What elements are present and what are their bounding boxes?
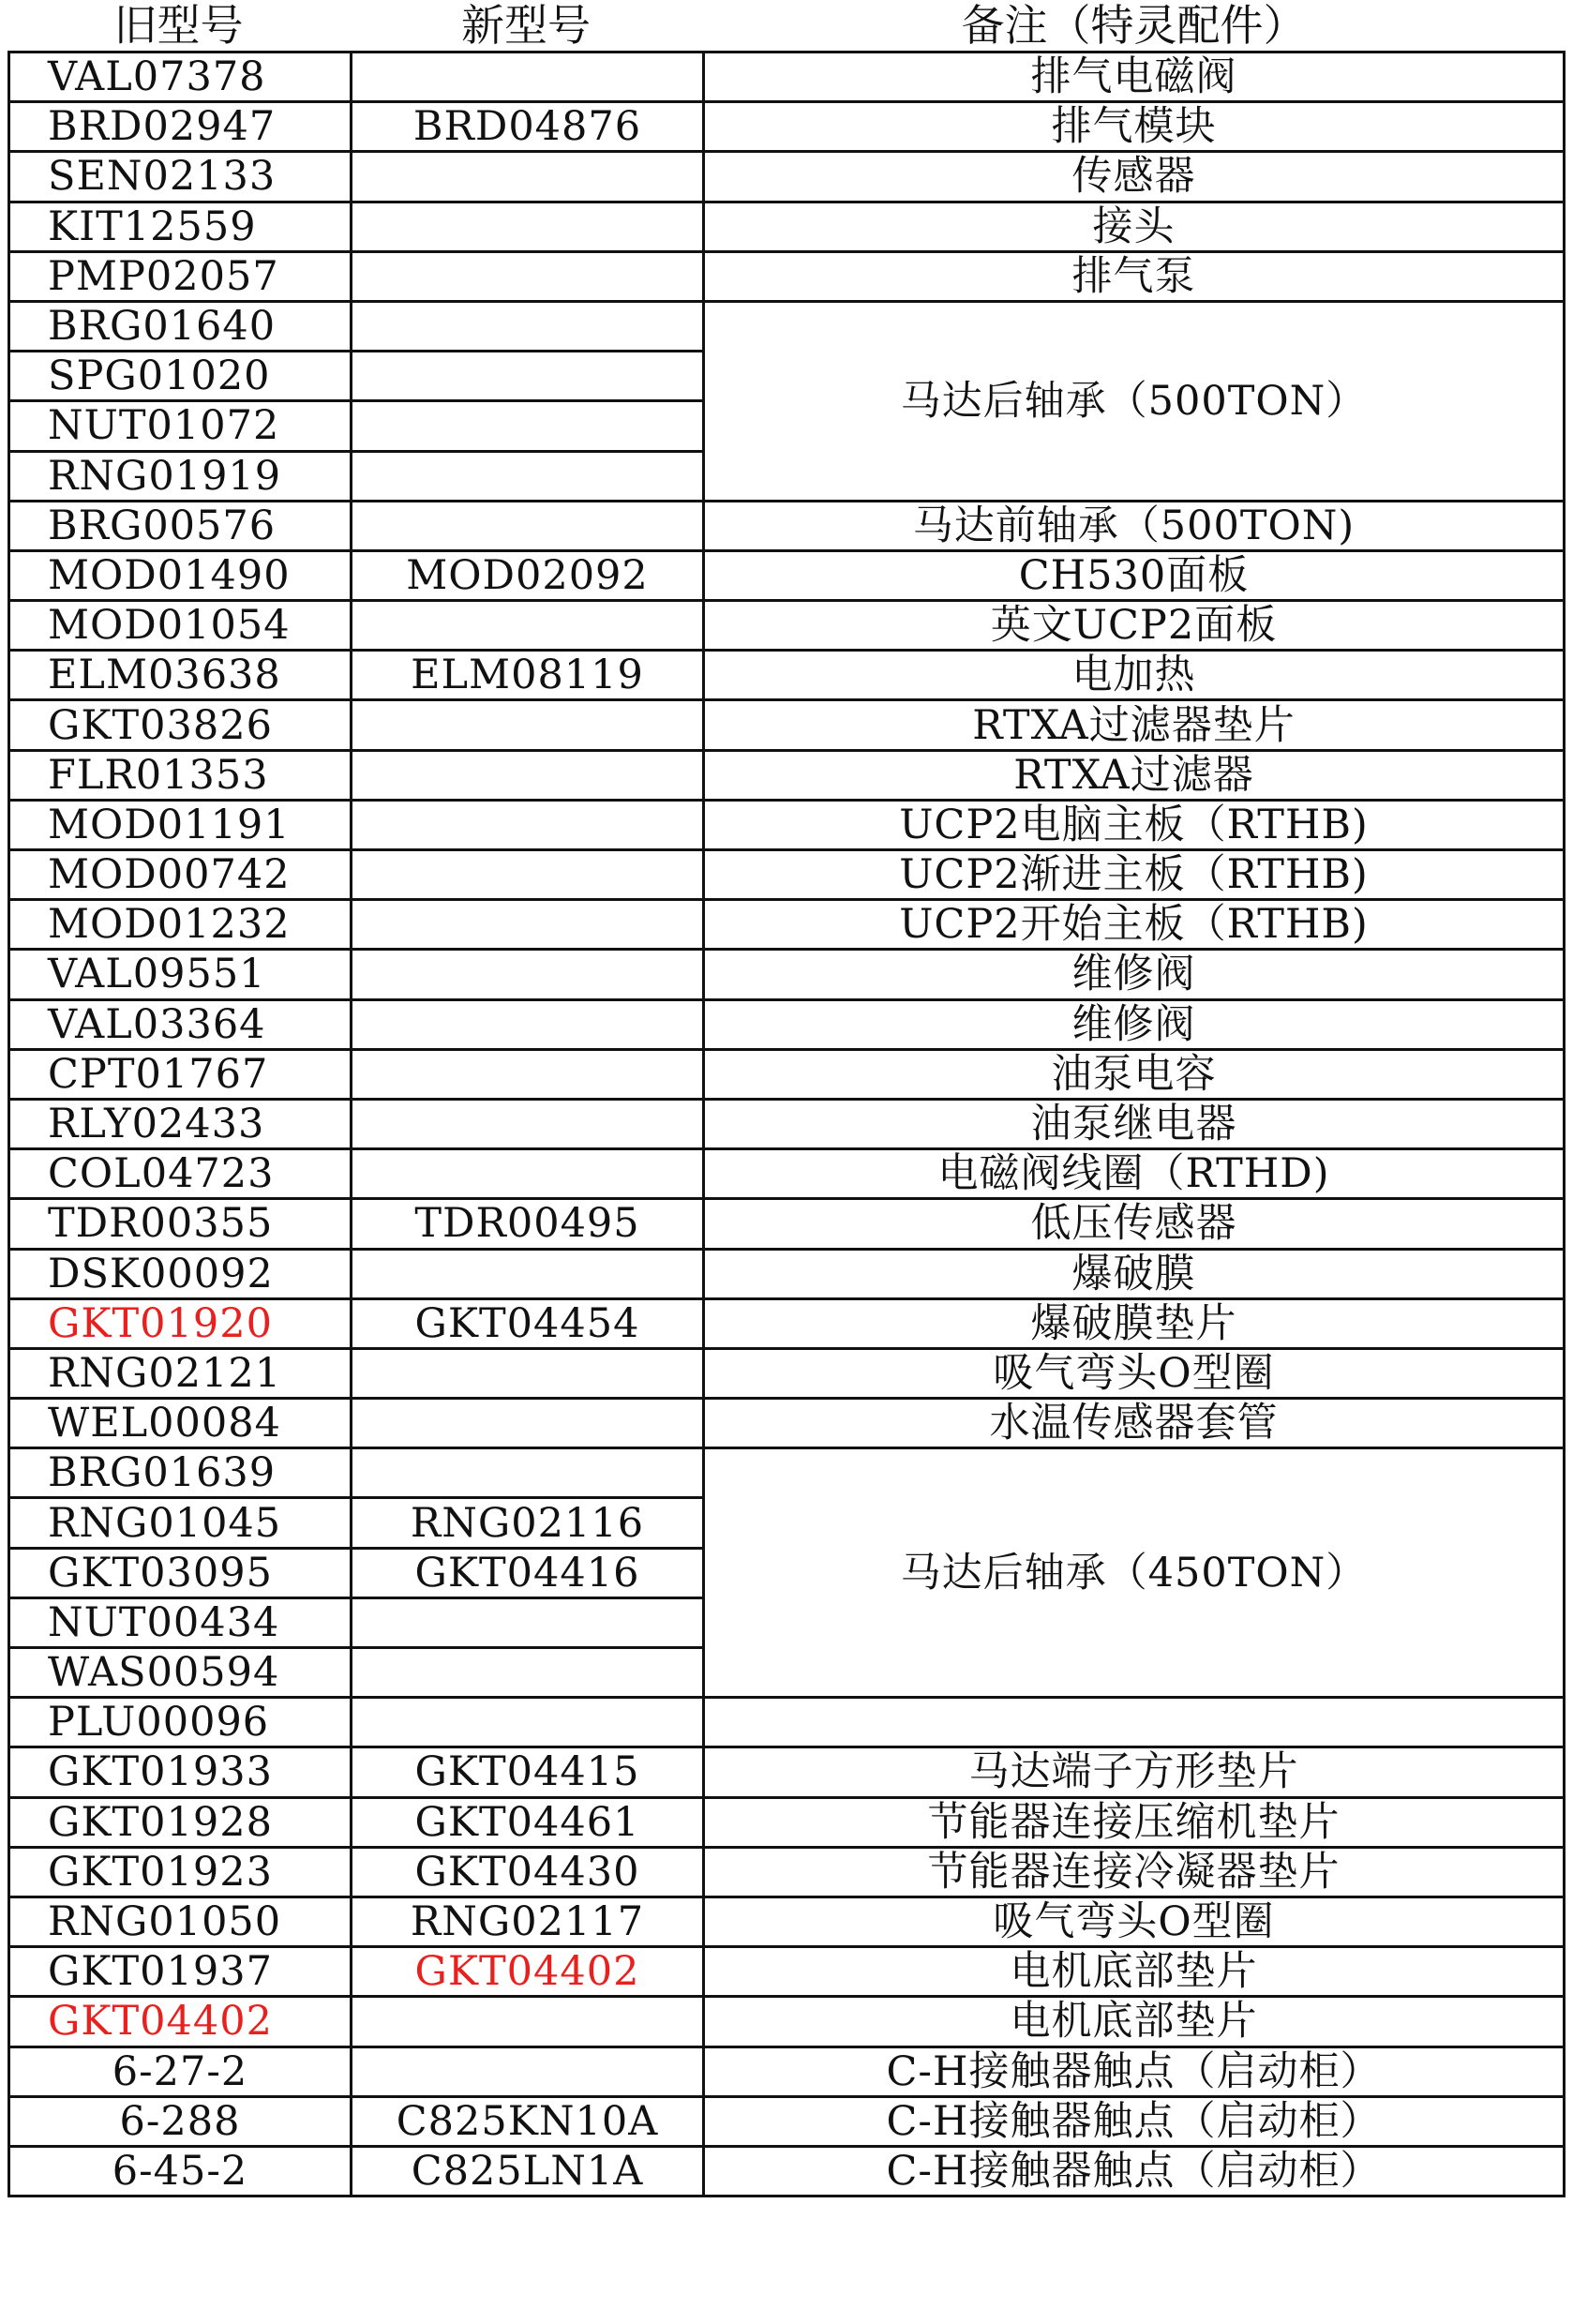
- table-row: [9, 1199, 1565, 1249]
- note-cell: 油泵电容: [704, 1049, 1565, 1099]
- old-model-cell: 6-27-2: [9, 2047, 352, 2096]
- header-old-model: 旧型号: [113, 0, 244, 51]
- new-model-cell: RNG02116: [352, 1498, 704, 1548]
- table-row: [9, 2146, 1565, 2196]
- old-model-cell: BRG01639: [9, 1448, 352, 1498]
- new-model-cell: [352, 2047, 704, 2096]
- note-cell: UCP2渐进主板（RTHB): [704, 850, 1565, 900]
- table-row: [9, 1348, 1565, 1398]
- old-model-cell: SEN02133: [9, 152, 352, 202]
- old-model-cell: VAL09551: [9, 950, 352, 999]
- table-row: [9, 301, 1565, 351]
- old-model-cell: BRG00576: [9, 501, 352, 550]
- note-cell: 接头: [704, 202, 1565, 251]
- new-model-cell: [352, 750, 704, 800]
- new-model-cell: GKT04430: [352, 1847, 704, 1897]
- new-model-cell: C825KN10A: [352, 2096, 704, 2146]
- note-cell-merged: 马达后轴承（500TON）: [704, 301, 1565, 501]
- note-cell: 电机底部垫片: [704, 1947, 1565, 1997]
- old-model-cell-highlighted: GKT04402: [9, 1997, 352, 2047]
- new-model-cell: [352, 1149, 704, 1199]
- table-row: [9, 2047, 1565, 2096]
- new-model-cell: [352, 1597, 704, 1647]
- note-cell: 电磁阀线圈（RTHD): [704, 1149, 1565, 1199]
- new-model-cell-highlighted: GKT04402: [352, 1947, 704, 1997]
- note-cell: 爆破膜: [704, 1249, 1565, 1298]
- table-row: [9, 1249, 1565, 1298]
- new-model-cell: [352, 501, 704, 550]
- new-model-cell: [352, 251, 704, 301]
- old-model-cell: PMP02057: [9, 251, 352, 301]
- table-row: [9, 1747, 1565, 1797]
- new-model-cell: [352, 52, 704, 102]
- note-cell: C-H接触器触点（启动柜）: [704, 2146, 1565, 2196]
- table-row: [9, 651, 1565, 700]
- table-header-row: [7, 0, 1573, 51]
- new-model-cell: [352, 1698, 704, 1747]
- new-model-cell: [352, 202, 704, 251]
- new-model-cell: GKT04416: [352, 1548, 704, 1597]
- note-cell: RTXA过滤器: [704, 750, 1565, 800]
- parts-table: [7, 51, 1566, 2197]
- new-model-cell: [352, 900, 704, 950]
- old-model-cell: GKT01937: [9, 1947, 352, 1997]
- old-model-cell: WAS00594: [9, 1648, 352, 1698]
- old-model-cell: BRD02947: [9, 102, 352, 152]
- old-model-cell: TDR00355: [9, 1199, 352, 1249]
- new-model-cell: [352, 950, 704, 999]
- note-cell: 排气泵: [704, 251, 1565, 301]
- note-cell: 排气电磁阀: [704, 52, 1565, 102]
- new-model-cell: [352, 451, 704, 501]
- table-row: [9, 900, 1565, 950]
- old-model-cell: RNG01919: [9, 451, 352, 501]
- new-model-cell: [352, 700, 704, 750]
- old-model-cell: NUT01072: [9, 401, 352, 451]
- new-model-cell: [352, 1997, 704, 2047]
- old-model-cell: WEL00084: [9, 1399, 352, 1448]
- old-model-cell: KIT12559: [9, 202, 352, 251]
- note-cell: [704, 1698, 1565, 1747]
- old-model-cell: GKT03826: [9, 700, 352, 750]
- new-model-cell: [352, 1348, 704, 1398]
- new-model-cell: [352, 152, 704, 202]
- old-model-cell: GKT03095: [9, 1548, 352, 1597]
- note-cell: 传感器: [704, 152, 1565, 202]
- old-model-cell: VAL03364: [9, 999, 352, 1049]
- new-model-cell: GKT04415: [352, 1747, 704, 1797]
- new-model-cell: [352, 1099, 704, 1148]
- new-model-cell: [352, 800, 704, 849]
- note-cell: 爆破膜垫片: [704, 1298, 1565, 1348]
- new-model-cell: BRD04876: [352, 102, 704, 152]
- old-model-cell: RNG02121: [9, 1348, 352, 1398]
- old-model-cell: 6-45-2: [9, 2146, 352, 2196]
- old-model-cell: ELM03638: [9, 651, 352, 700]
- new-model-cell: [352, 601, 704, 651]
- note-cell: 节能器连接冷凝器垫片: [704, 1847, 1565, 1897]
- note-cell: 节能器连接压缩机垫片: [704, 1797, 1565, 1847]
- table-row: [9, 2096, 1565, 2146]
- header-new-model: 新型号: [461, 0, 591, 51]
- note-cell: 吸气弯头O型圈: [704, 1348, 1565, 1398]
- table-row: [9, 601, 1565, 651]
- note-cell: C-H接触器触点（启动柜）: [704, 2047, 1565, 2096]
- table-row: [9, 1847, 1565, 1897]
- table-row: [9, 1149, 1565, 1199]
- note-cell: CH530面板: [704, 550, 1565, 600]
- new-model-cell: GKT04461: [352, 1797, 704, 1847]
- table-row: [9, 52, 1565, 102]
- new-model-cell: TDR00495: [352, 1199, 704, 1249]
- table-row: [9, 950, 1565, 999]
- table-row: [9, 1049, 1565, 1099]
- header-note: 备注（特灵配件）: [961, 0, 1307, 51]
- table-row: [9, 750, 1565, 800]
- note-cell: 维修阀: [704, 999, 1565, 1049]
- table-row: [9, 1298, 1565, 1348]
- new-model-cell: [352, 352, 704, 401]
- old-model-cell: PLU00096: [9, 1698, 352, 1747]
- old-model-cell: GKT01933: [9, 1747, 352, 1797]
- note-cell: 水温传感器套管: [704, 1399, 1565, 1448]
- old-model-cell: FLR01353: [9, 750, 352, 800]
- old-model-cell: MOD01191: [9, 800, 352, 849]
- note-cell: C-H接触器触点（启动柜）: [704, 2096, 1565, 2146]
- old-model-cell: RLY02433: [9, 1099, 352, 1148]
- new-model-cell: [352, 1448, 704, 1498]
- old-model-cell: VAL07378: [9, 52, 352, 102]
- table-row: [9, 1448, 1565, 1498]
- new-model-cell: [352, 1049, 704, 1099]
- old-model-cell: 6-288: [9, 2096, 352, 2146]
- new-model-cell: [352, 401, 704, 451]
- table-row: [9, 1399, 1565, 1448]
- old-model-cell: COL04723: [9, 1149, 352, 1199]
- table-row: [9, 850, 1565, 900]
- new-model-cell: RNG02117: [352, 1897, 704, 1946]
- note-cell: UCP2电脑主板（RTHB): [704, 800, 1565, 849]
- table-row: [9, 1099, 1565, 1148]
- note-cell: 低压传感器: [704, 1199, 1565, 1249]
- new-model-cell: [352, 301, 704, 351]
- old-model-cell: SPG01020: [9, 352, 352, 401]
- old-model-cell-highlighted: GKT01920: [9, 1298, 352, 1348]
- note-cell: RTXA过滤器垫片: [704, 700, 1565, 750]
- new-model-cell: GKT04454: [352, 1298, 704, 1348]
- note-cell: 油泵继电器: [704, 1099, 1565, 1148]
- table-row: [9, 1897, 1565, 1946]
- old-model-cell: NUT00434: [9, 1597, 352, 1647]
- new-model-cell: MOD02092: [352, 550, 704, 600]
- old-model-cell: GKT01923: [9, 1847, 352, 1897]
- table-row: [9, 1797, 1565, 1847]
- new-model-cell: [352, 1648, 704, 1698]
- table-row: [9, 102, 1565, 152]
- note-cell: 排气模块: [704, 102, 1565, 152]
- old-model-cell: CPT01767: [9, 1049, 352, 1099]
- new-model-cell: [352, 999, 704, 1049]
- new-model-cell: [352, 1249, 704, 1298]
- table-row: [9, 800, 1565, 849]
- note-cell: UCP2开始主板（RTHB): [704, 900, 1565, 950]
- table-row: [9, 550, 1565, 600]
- old-model-cell: BRG01640: [9, 301, 352, 351]
- table-row: [9, 1698, 1565, 1747]
- old-model-cell: MOD00742: [9, 850, 352, 900]
- table-row: [9, 1997, 1565, 2047]
- note-cell: 马达前轴承（500TON): [704, 501, 1565, 550]
- note-cell: 英文UCP2面板: [704, 601, 1565, 651]
- table-row: [9, 1947, 1565, 1997]
- note-cell: 维修阀: [704, 950, 1565, 999]
- table-row: [9, 251, 1565, 301]
- note-cell: 马达端子方形垫片: [704, 1747, 1565, 1797]
- new-model-cell: C825LN1A: [352, 2146, 704, 2196]
- old-model-cell: GKT01928: [9, 1797, 352, 1847]
- new-model-cell: [352, 850, 704, 900]
- table-row: [9, 152, 1565, 202]
- old-model-cell: DSK00092: [9, 1249, 352, 1298]
- old-model-cell: RNG01045: [9, 1498, 352, 1548]
- note-cell: 吸气弯头O型圈: [704, 1897, 1565, 1946]
- table-row: [9, 999, 1565, 1049]
- note-cell: 电机底部垫片: [704, 1997, 1565, 2047]
- old-model-cell: MOD01232: [9, 900, 352, 950]
- new-model-cell: [352, 1399, 704, 1448]
- note-cell-merged: 马达后轴承（450TON）: [704, 1448, 1565, 1698]
- table-row: [9, 501, 1565, 550]
- old-model-cell: MOD01490: [9, 550, 352, 600]
- table-row: [9, 202, 1565, 251]
- old-model-cell: MOD01054: [9, 601, 352, 651]
- new-model-cell: ELM08119: [352, 651, 704, 700]
- table-row: [9, 700, 1565, 750]
- note-cell: 电加热: [704, 651, 1565, 700]
- old-model-cell: RNG01050: [9, 1897, 352, 1946]
